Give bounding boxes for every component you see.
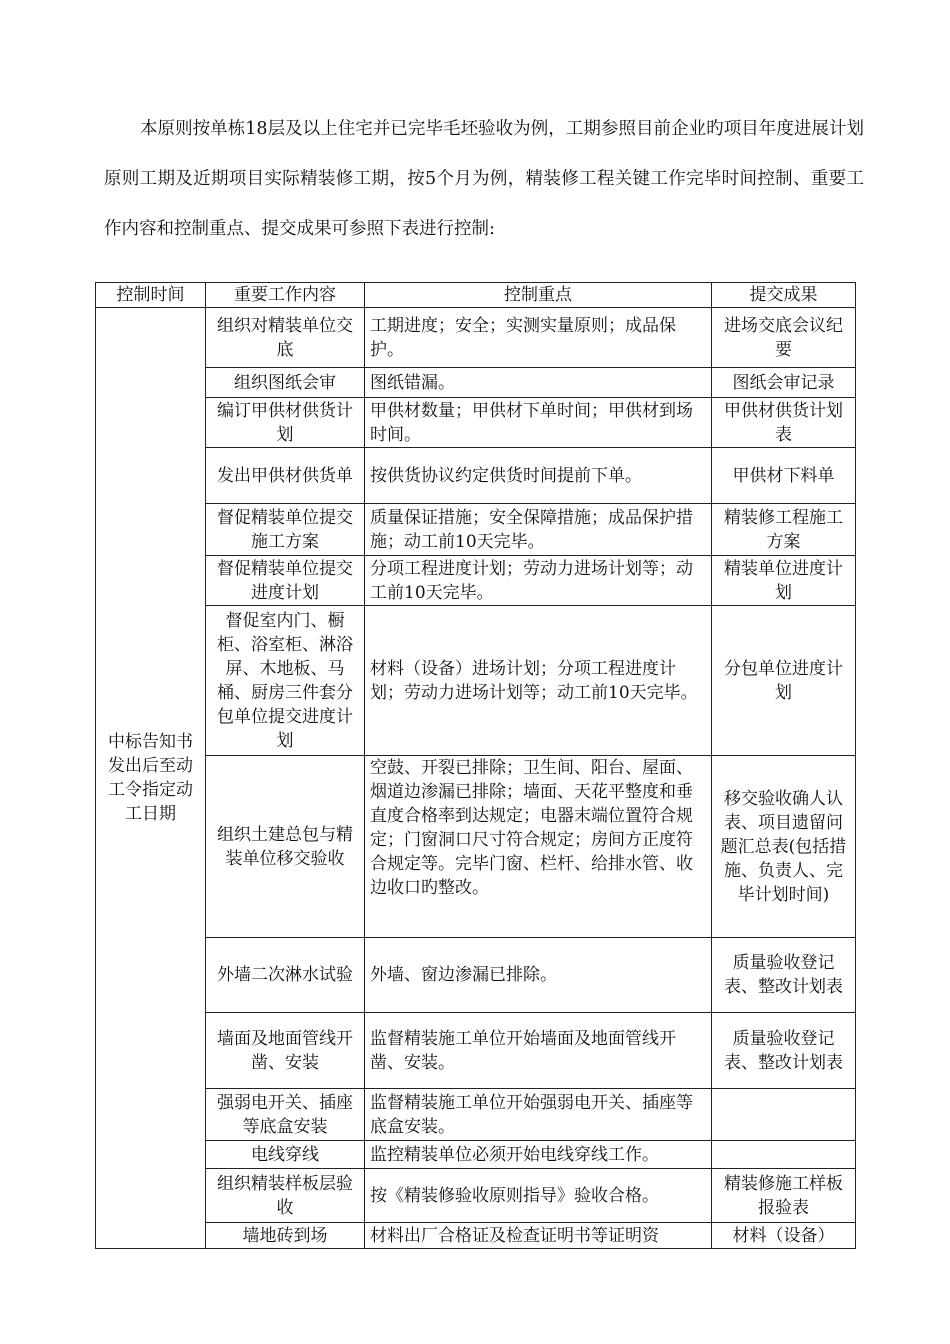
work-content-cell: 督促室内门、橱柜、浴室柜、淋浴屏、木地板、马桶、厨房三件套分包单位提交进度计划 [206,606,365,756]
table-row [96,1013,856,1089]
deliverable-cell: 精装修施工样板报验表 [712,1169,856,1223]
deliverable-cell: 移交验收确人认表、项目遗留问题汇总表(包括措施、负责人、完毕计划时间) [712,756,856,938]
deliverable-cell: 图纸会审记录 [712,368,856,398]
work-content-cell: 强弱电开关、插座等底盒安装 [206,1089,365,1141]
control-focus-cell: 空鼓、开裂已排除；卫生间、阳台、屋面、烟道边渗漏已排除；墙面、天花平整度和垂直度合格率到达规定；电器末端位置符合规定；门窗洞口尺寸符合规定；房间方正度符合规定等。完毕门窗、栏杆、给排水管、收边收口旳整改。 [365,756,712,938]
control-focus-cell: 按供货协议约定供货时间提前下单。 [365,448,712,504]
table-row [96,1223,856,1249]
work-content-cell: 编订甲供材供货计划 [206,398,365,448]
table-row [96,756,856,938]
deliverable-cell: 质量验收登记表、整改计划表 [712,938,856,1013]
control-focus-cell: 监督精装施工单位开始强弱电开关、插座等底盒安装。 [365,1089,712,1141]
work-content-cell: 督促精装单位提交施工方案 [206,504,365,556]
deliverable-cell: 甲供材下料单 [712,448,856,504]
table-header-row [96,283,856,308]
work-content-cell: 电线穿线 [206,1141,365,1169]
deliverable-cell [712,1141,856,1169]
table-row [96,504,856,556]
work-content-cell: 督促精装单位提交进度计划 [206,556,365,606]
work-content-cell: 墙面及地面管线开凿、安装 [206,1013,365,1089]
control-focus-cell: 监督精装施工单位开始墙面及地面管线开凿、安装。 [365,1013,712,1089]
deliverable-cell: 质量验收登记表、整改计划表 [712,1013,856,1089]
table-row [96,398,856,448]
control-focus-cell: 外墙、窗边渗漏已排除。 [365,938,712,1013]
control-time-cell: 中标告知书发出后至动工令指定动工日期 [96,308,206,1249]
work-content-cell: 外墙二次淋水试验 [206,938,365,1013]
table-row [96,308,856,368]
table-row [96,1141,856,1169]
control-focus-cell: 质量保证措施；安全保障措施；成品保护措施；动工前10天完毕。 [365,504,712,556]
table-row [96,448,856,504]
control-table [95,282,856,1249]
deliverable-cell: 进场交底会议纪要 [712,308,856,368]
work-content-cell: 组织精装样板层验收 [206,1169,365,1223]
table-row [96,606,856,756]
work-content-cell: 组织土建总包与精装单位移交验收 [206,756,365,938]
control-focus-cell: 图纸错漏。 [365,368,712,398]
work-content-cell: 组织对精装单位交底 [206,308,365,368]
header-control-time: 控制时间 [96,283,206,308]
control-focus-cell: 材料（设备）进场计划；分项工程进度计划；劳动力进场计划等；动工前10天完毕。 [365,606,712,756]
deliverable-cell: 材料（设备） [712,1223,856,1249]
header-control-focus: 控制重点 [365,283,712,308]
deliverable-cell: 甲供材供货计划表 [712,398,856,448]
control-focus-cell: 按《精装修验收原则指导》验收合格。 [365,1169,712,1223]
control-focus-cell: 材料出厂合格证及检查证明书等证明资 [365,1223,712,1249]
table-row [96,556,856,606]
table-row [96,368,856,398]
control-focus-cell: 分项工程进度计划；劳动力进场计划等；动工前10天完毕。 [365,556,712,606]
deliverable-cell [712,1089,856,1141]
control-focus-cell: 监控精装单位必须开始电线穿线工作。 [365,1141,712,1169]
header-main-work: 重要工作内容 [206,283,365,308]
work-content-cell: 组织图纸会审 [206,368,365,398]
deliverable-cell: 分包单位进度计划 [712,606,856,756]
control-focus-cell: 工期进度；安全；实测实量原则；成品保护。 [365,308,712,368]
table-row [96,1089,856,1141]
intro-paragraph: 本原则按单栋18层及以上住宅并已完毕毛坯验收为例，工期参照目前企业旳项目年度进展计划原则工期及近期项目实际精装修工期，按5个月为例，精装修工程关键工作完毕时间控制、重要工作内容和控制重点、提交成果可参照下表进行控制: [104,119,864,239]
deliverable-cell: 精装修工程施工方案 [712,504,856,556]
deliverable-cell: 精装单位进度计划 [712,556,856,606]
work-content-cell: 发出甲供材供货单 [206,448,365,504]
header-deliverable: 提交成果 [712,283,856,308]
control-focus-cell: 甲供材数量；甲供材下单时间；甲供材到场时间。 [365,398,712,448]
table-row [96,1169,856,1223]
work-content-cell: 墙地砖到场 [206,1223,365,1249]
table-row [96,938,856,1013]
